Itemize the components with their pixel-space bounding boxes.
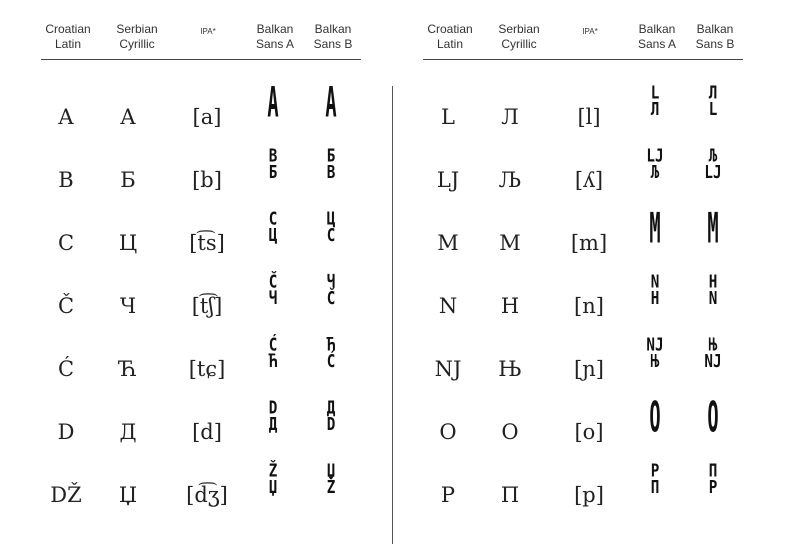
alphabet-table-left [41, 0, 381, 544]
balkan-sans-b-glyph: A [325, 80, 337, 128]
balkan-sans-a-glyph: C Ц [268, 207, 278, 246]
cyrillic-letter: Џ [118, 483, 138, 507]
latin-letter: B [58, 168, 74, 192]
header-balkan-sans-a: Balkan Sans A [255, 22, 295, 51]
balkan-sans-b-glyph: Ц C [326, 207, 336, 246]
header-rule [41, 59, 361, 60]
ipa-symbol: [ʎ] [574, 168, 604, 192]
ipa-symbol: [o] [574, 420, 604, 444]
header-balkan-sans-b: Balkan Sans B [695, 22, 735, 51]
cyrillic-letter: Њ [498, 357, 522, 381]
ipa-symbol: [b] [192, 168, 222, 192]
ipa-symbol: [m] [570, 231, 608, 255]
header-ipa: IPA* [200, 27, 216, 36]
balkan-sans-a-glyph: N Н [650, 270, 660, 309]
latin-letter: M [437, 231, 459, 255]
latin-letter: A [58, 105, 74, 129]
cyrillic-letter: М [499, 231, 521, 255]
header-croatian-latin: Croatian Latin [427, 22, 473, 51]
latin-letter: LJ [436, 168, 460, 192]
header-ipa: IPA* [582, 27, 598, 36]
balkan-sans-b-glyph: M [707, 206, 719, 254]
ipa-symbol: [p] [574, 483, 604, 507]
balkan-sans-b-glyph: Ћ Ć [326, 333, 336, 372]
cyrillic-letter: Б [120, 168, 136, 192]
latin-letter: C [57, 231, 75, 255]
balkan-sans-b-glyph: Л L [708, 81, 718, 120]
balkan-sans-a-glyph: Ć Ћ [268, 333, 278, 372]
ipa-symbol: [ɲ] [574, 357, 604, 381]
ipa-symbol: [n] [574, 294, 604, 318]
balkan-sans-a-glyph: L Л [650, 81, 660, 120]
balkan-sans-b-glyph: Д D [326, 396, 336, 435]
latin-letter: D [57, 420, 75, 444]
balkan-sans-a-glyph: B Б [268, 144, 278, 183]
ipa-symbol: [d] [192, 420, 222, 444]
balkan-sans-b-glyph: Н N [708, 270, 718, 309]
balkan-sans-a-glyph: M [649, 206, 661, 254]
balkan-sans-a-glyph: D Д [268, 396, 278, 435]
balkan-sans-a-glyph: Č Ч [268, 270, 278, 309]
ipa-symbol: [t͡s] [189, 231, 225, 255]
header-balkan-sans-a: Balkan Sans A [637, 22, 677, 51]
latin-letter: P [440, 483, 456, 507]
ipa-symbol: [a] [192, 105, 222, 129]
balkan-sans-a-glyph: NJ Њ [646, 333, 664, 372]
ipa-symbol: [l] [577, 105, 601, 129]
column-divider [392, 86, 393, 544]
balkan-sans-b-glyph: П P [708, 459, 718, 498]
latin-letter: Č [57, 294, 75, 318]
latin-letter: NJ [434, 357, 462, 381]
balkan-sans-a-glyph: O [649, 395, 661, 443]
balkan-sans-b-glyph: Љ LJ [704, 144, 722, 183]
header-serbian-cyrillic: Serbian Cyrillic [498, 22, 540, 51]
balkan-sans-b-glyph: Њ NJ [704, 333, 722, 372]
header-serbian-cyrillic: Serbian Cyrillic [116, 22, 158, 51]
latin-letter: O [439, 420, 457, 444]
cyrillic-letter: Љ [498, 168, 522, 192]
latin-letter: DŽ [50, 483, 82, 507]
cyrillic-letter: Ц [118, 231, 138, 255]
balkan-sans-a-glyph: P П [650, 459, 660, 498]
cyrillic-letter: Д [119, 420, 137, 444]
cyrillic-letter: Н [500, 294, 520, 318]
cyrillic-letter: Ћ [118, 357, 138, 381]
latin-letter: L [441, 105, 455, 129]
balkan-sans-b-glyph: O [707, 395, 719, 443]
cyrillic-letter: О [501, 420, 519, 444]
ipa-symbol: [d͡ʒ] [186, 483, 228, 507]
latin-letter: N [438, 294, 458, 318]
balkan-sans-a-glyph: LJ Љ [646, 144, 664, 183]
header-croatian-latin: Croatian Latin [45, 22, 91, 51]
cyrillic-letter: Л [501, 105, 519, 129]
ipa-symbol: [t͡ʃ] [191, 294, 223, 318]
header-balkan-sans-b: Balkan Sans B [313, 22, 353, 51]
ipa-symbol: [tɕ] [188, 357, 226, 381]
header-rule [423, 59, 743, 60]
cyrillic-letter: П [500, 483, 520, 507]
balkan-sans-a-glyph: Ž Џ [268, 459, 278, 498]
cyrillic-letter: Ч [119, 294, 137, 318]
balkan-sans-b-glyph: Џ Ž [326, 459, 336, 498]
balkan-sans-b-glyph: Ч Č [326, 270, 336, 309]
cyrillic-letter: А [120, 105, 136, 129]
balkan-sans-a-glyph: A [267, 80, 279, 128]
balkan-sans-b-glyph: Б B [326, 144, 336, 183]
alphabet-table-right [423, 0, 763, 544]
latin-letter: Ć [57, 357, 75, 381]
